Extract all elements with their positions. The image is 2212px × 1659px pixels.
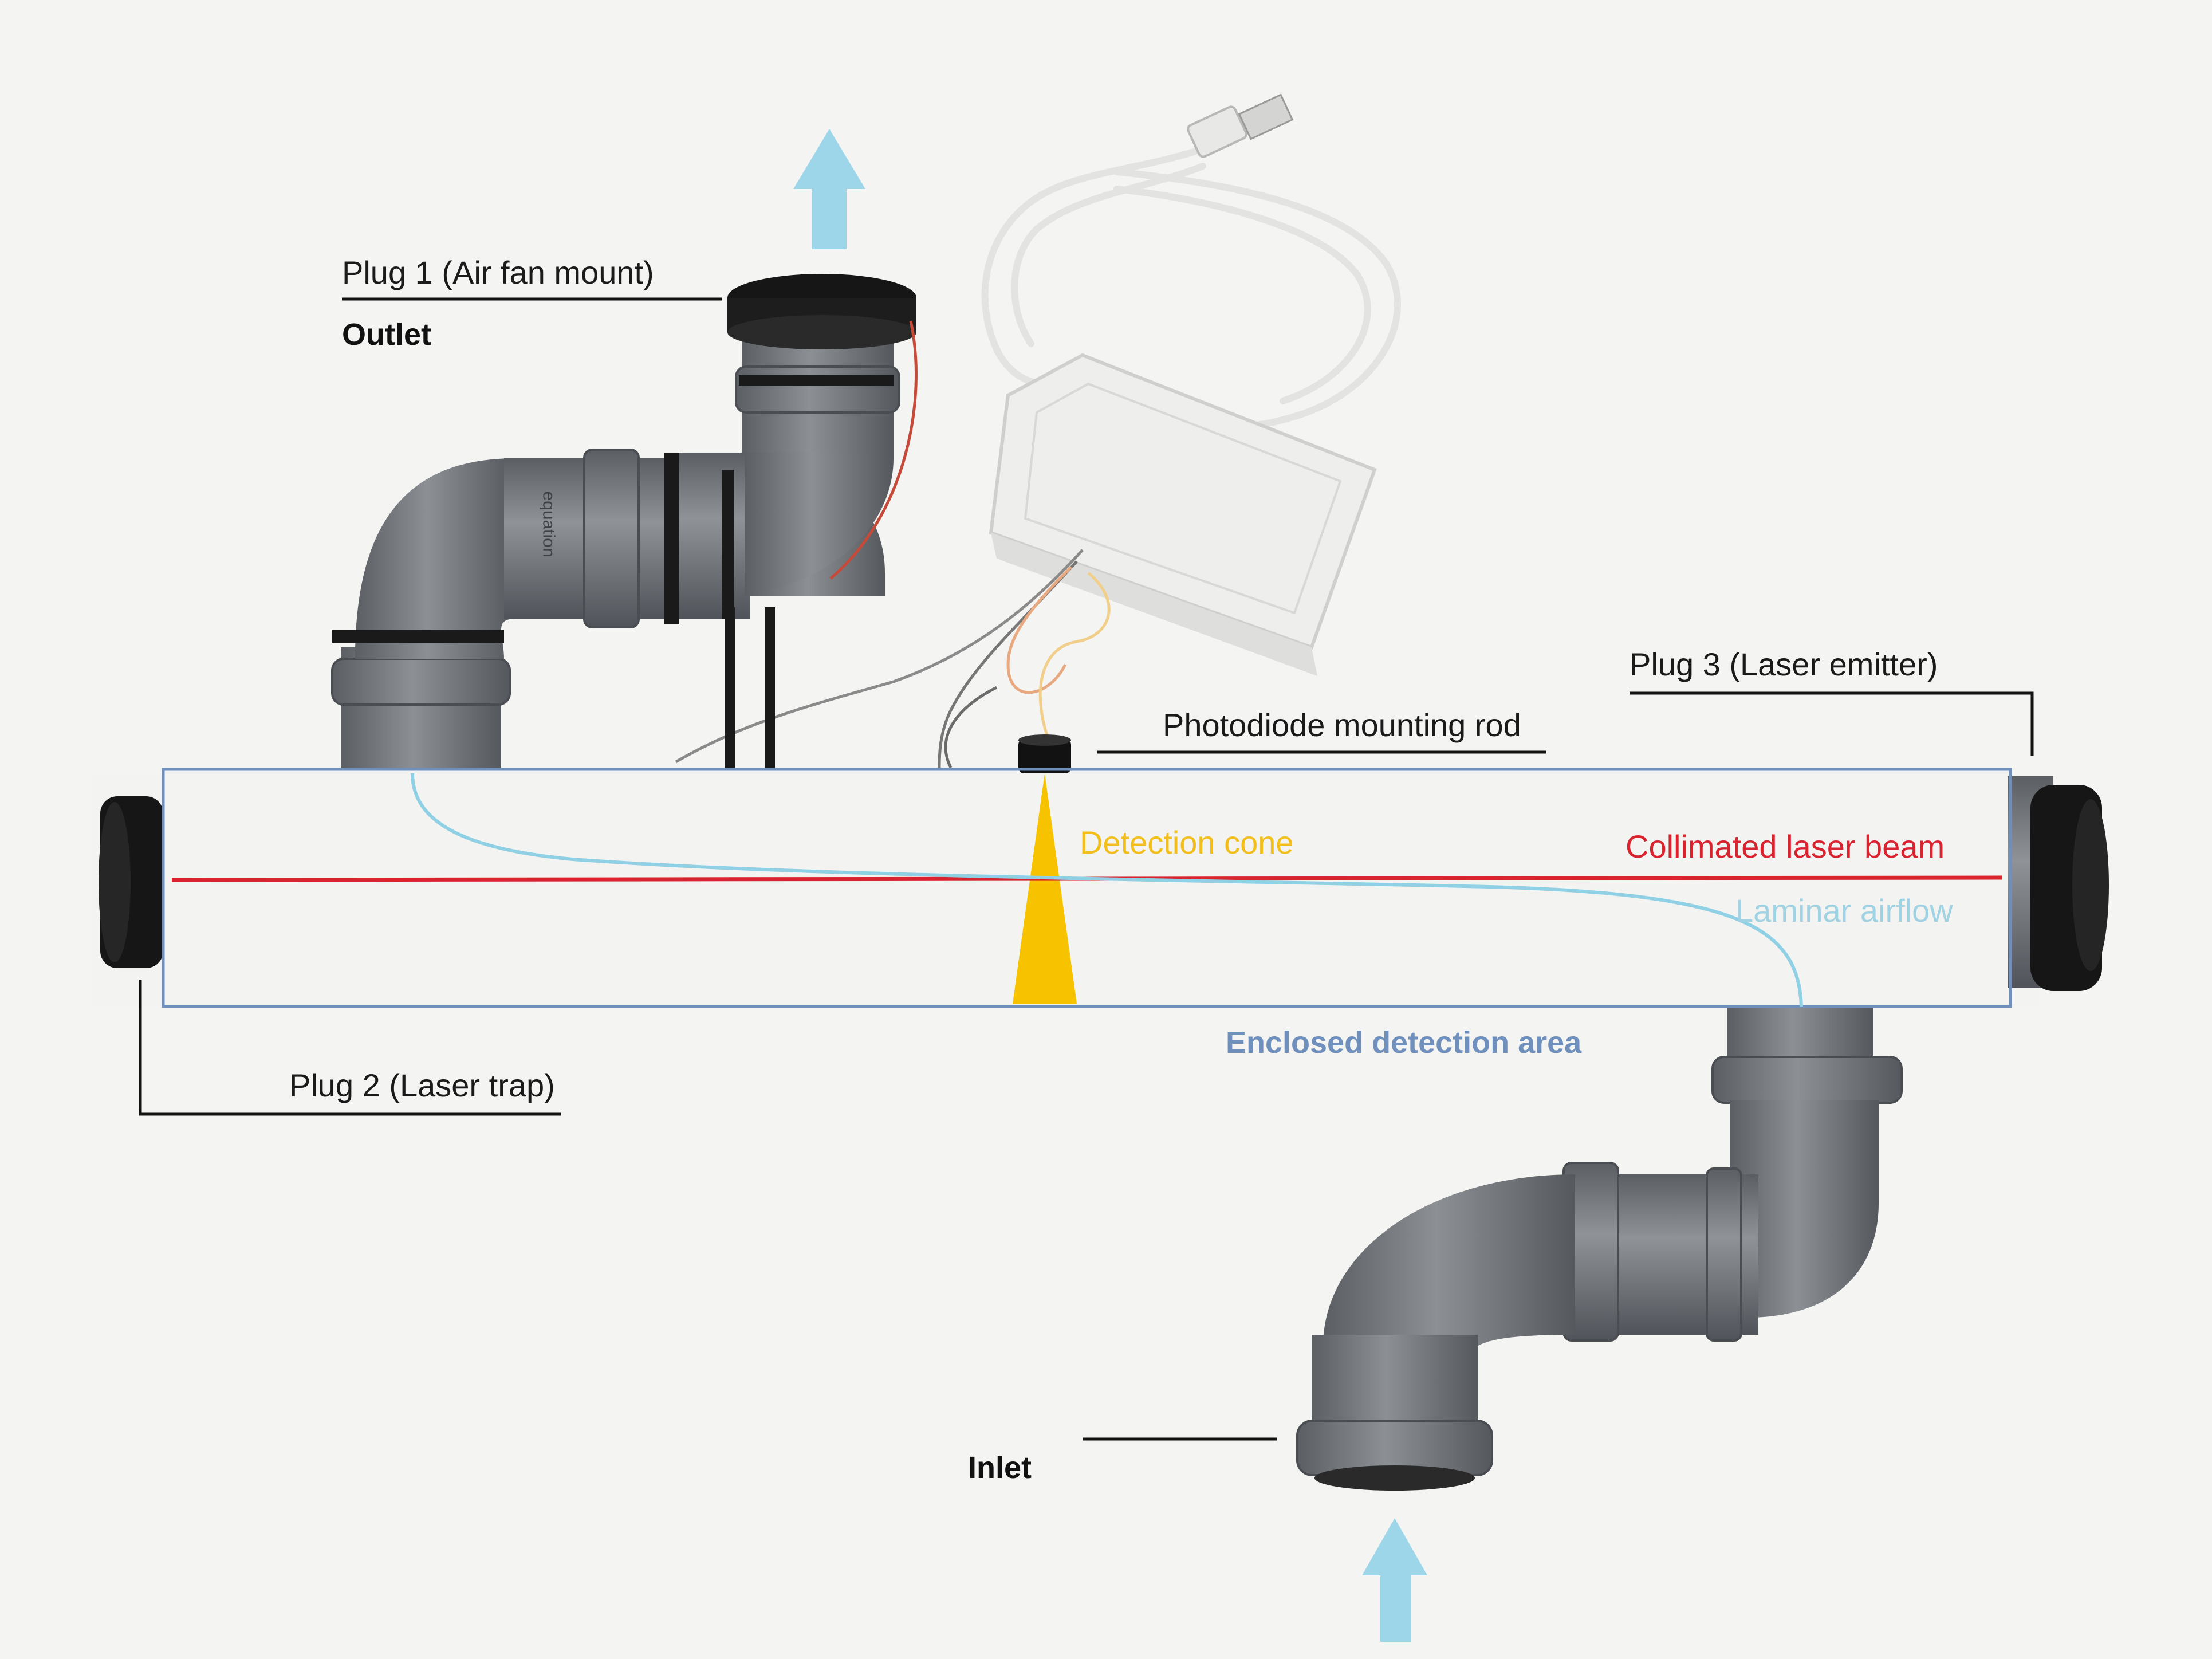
arrow-up-icon bbox=[1362, 1518, 1427, 1642]
enclosed-area-label: Enclosed detection area bbox=[1226, 1025, 1582, 1060]
arrow-up-icon bbox=[793, 129, 865, 249]
inlet-pipe-assembly bbox=[1297, 1008, 1902, 1491]
detection-cone-label: Detection cone bbox=[1080, 824, 1294, 860]
usb-plug bbox=[1187, 95, 1293, 158]
electronics-box bbox=[991, 355, 1375, 676]
photodiode-rod bbox=[1018, 734, 1071, 773]
laser-emitter-plug bbox=[2008, 776, 2109, 991]
photodiode-label: Photodiode mounting rod bbox=[1163, 707, 1521, 743]
laser-beam-label: Collimated laser beam bbox=[1625, 828, 1945, 864]
plug3-label: Plug 3 (Laser emitter) bbox=[1630, 646, 1938, 682]
outlet-label: Outlet bbox=[342, 317, 431, 352]
inlet-label: Inlet bbox=[968, 1450, 1032, 1485]
plug1-label: Plug 1 (Air fan mount) bbox=[342, 254, 654, 290]
laminar-airflow-label: Laminar airflow bbox=[1735, 893, 1953, 929]
pipe-brand-text: equation bbox=[539, 491, 558, 557]
plug2-label: Plug 2 (Laser trap) bbox=[289, 1067, 555, 1103]
laser-trap-plug bbox=[99, 796, 163, 968]
